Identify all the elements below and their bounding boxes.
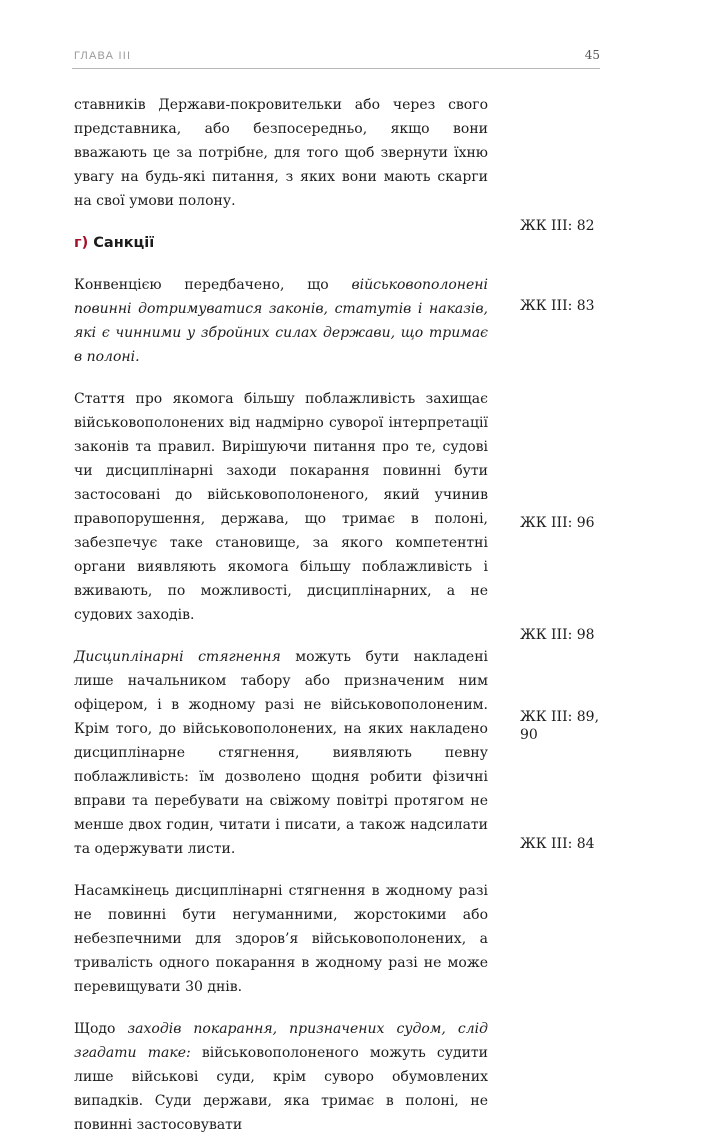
paragraph-convention bbox=[74, 273, 488, 369]
paragraph-text: військовополоненого можуть судити лише військові суди, крім суворо обумовлених випадків. Суди держави, яка тримає в полоні, не повинні застосовувати bbox=[74, 1045, 488, 1133]
paragraph-text: Конвенцією передбачено, що bbox=[74, 277, 352, 293]
paragraph-italic: військовополонені повинні дотримуватися законів, статутів і наказів, які є чинними у збройних силах держави, що тримає в полоні. bbox=[74, 277, 488, 365]
paragraph-text: можуть бути накладені лише начальником табору або призначеним ним офіцером, і в жодному разі не військовополоненим. Крім того, до військовополонених, на яких накладено дисциплінарне стягнення, виявляють певну поблажливість: їм дозволено щодня робити фізичні вправи та перебувати на свіжому повітрі протягом не менше двох годин, читати і писати, а також надсилати та одержувати листи. bbox=[74, 649, 488, 857]
margin-reference: ЖК III: 96 bbox=[520, 515, 595, 531]
section-heading bbox=[74, 231, 488, 255]
page-number: 45 bbox=[584, 48, 600, 62]
paragraph-limits: Насамкінець дисциплінарні стягнення в жодному разі не повинні бути негуманними, жорстокими або небезпечними для здоров’я військовополонених, а тривалість одного покарання в жодному разі не може перевищувати 30 днів. bbox=[74, 883, 488, 995]
chapter-title: ГЛАВА III bbox=[74, 50, 132, 62]
margin-reference: ЖК III: 82 bbox=[520, 218, 595, 234]
body-text bbox=[74, 93, 488, 1137]
section-letter: г) bbox=[74, 235, 89, 251]
margin-reference: ЖК III: 83 bbox=[520, 298, 595, 314]
paragraph-continuation: ставників Держави-покровительки або через свого представника, або безпосередньо, якщо вони вважають це за потрібне, для того щоб звернути їхню увагу на будь-які питання, з яких вони мають скарги на свої умови полону. bbox=[74, 97, 488, 209]
paragraph-italic: заходів покарання, призначених судом, слід згадати таке: bbox=[74, 1021, 489, 1061]
margin-reference: ЖК III: 98 bbox=[520, 627, 595, 643]
running-header bbox=[72, 46, 600, 69]
paragraph-leniency: Стаття про якомога більшу поблажливість захищає військовополонених від надмірно суворої інтерпретації законів та правил. Вирішуючи питання про те, судові чи дисциплінарні заходи покарання повинні бути застосовані до військовополоненого, який учинив правопорушення, держава, що тримає в полоні, забезпечує таке становище, за якого компетентні органи виявляють якомога більшу поблажливість і вживають, по можливості, дисциплінарних, а не судових заходів. bbox=[74, 391, 488, 623]
paragraph-italic: Дисциплінарні стягнення bbox=[74, 649, 281, 665]
section-title: Санкції bbox=[93, 235, 155, 251]
paragraph-text: Щодо bbox=[74, 1021, 128, 1037]
paragraph-disciplinary bbox=[74, 645, 488, 861]
margin-reference: ЖК III: 84 bbox=[520, 836, 595, 852]
margin-reference: ЖК III: 89, 90 bbox=[520, 709, 600, 743]
paragraph-judicial bbox=[74, 1017, 488, 1137]
